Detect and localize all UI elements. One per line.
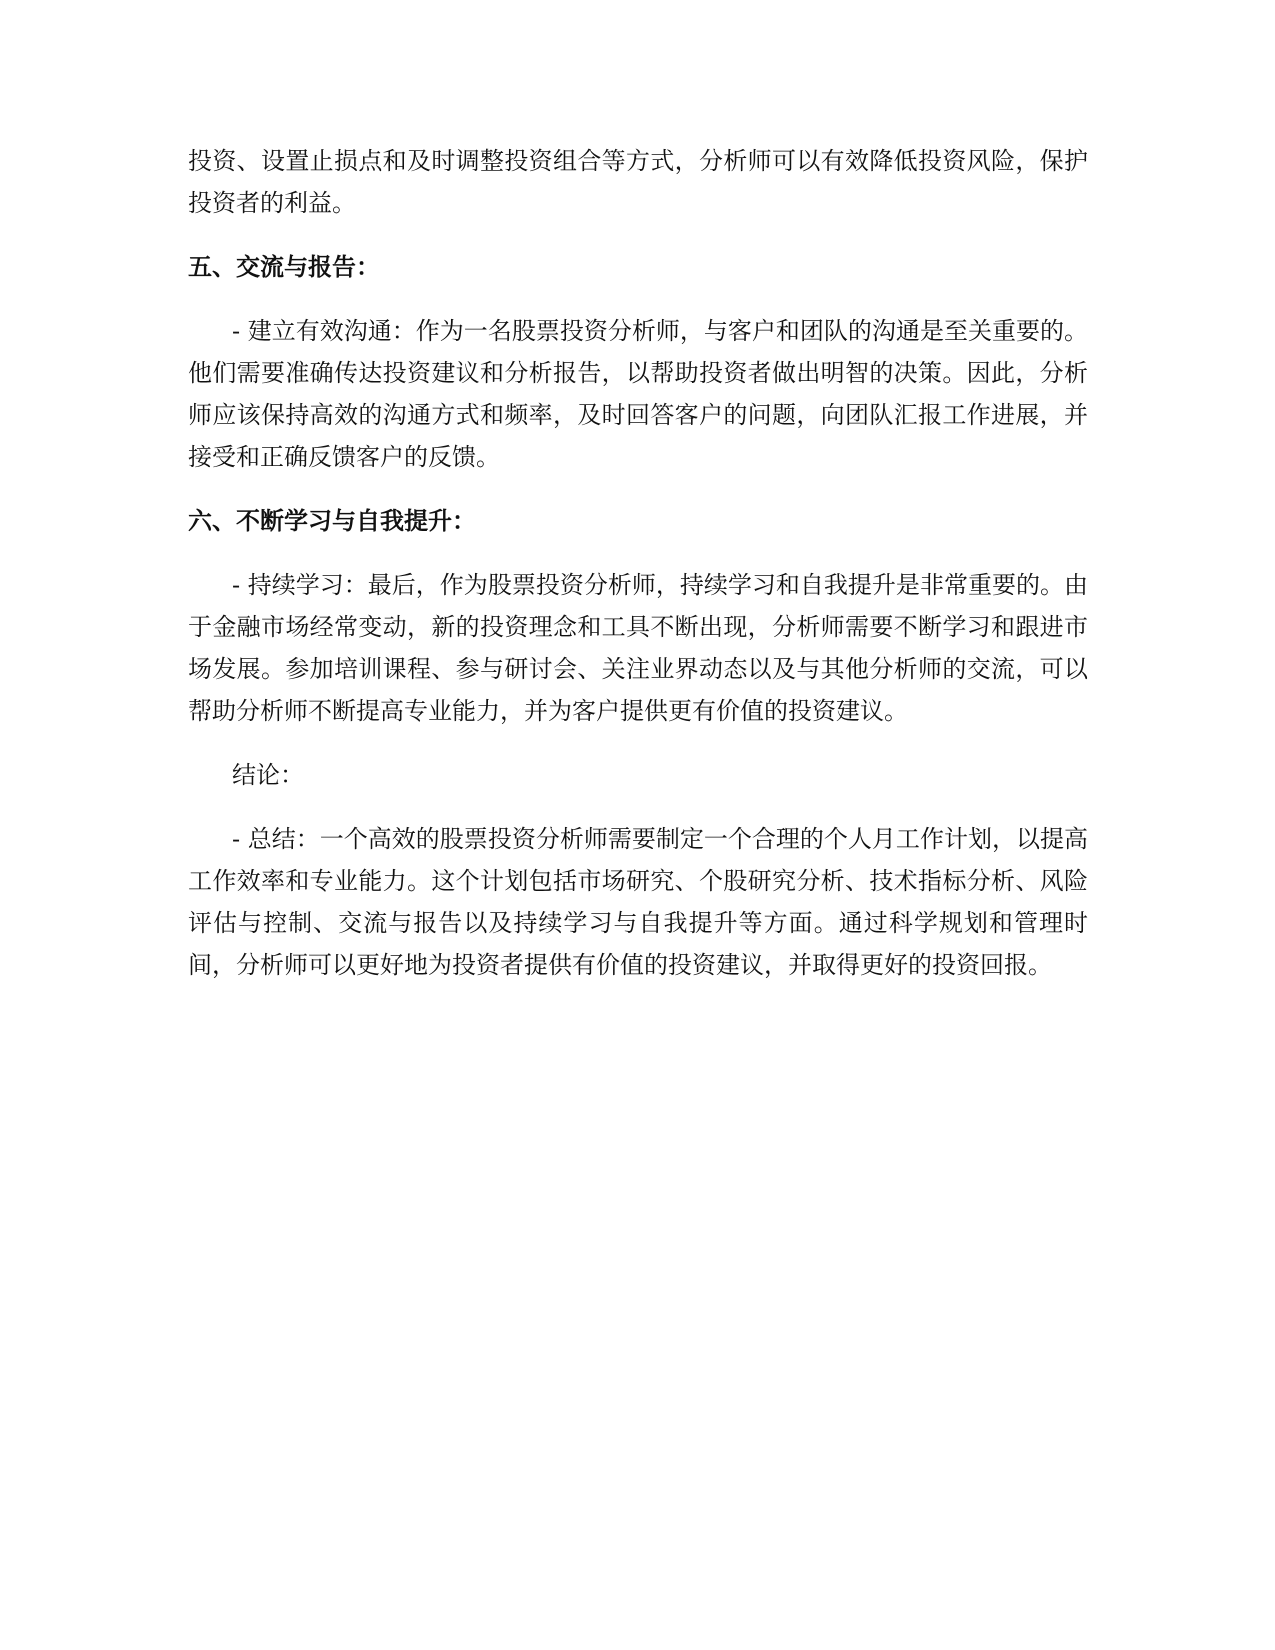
paragraph-effective-communication: - 建立有效沟通：作为一名股票投资分析师，与客户和团队的沟通是至关重要的。他们需要准确传达投资建议和分析报告，以帮助投资者做出明智的决策。因此，分析师应该保持高效的沟通方式和频率，及时回答客户的问题，向团队汇报工作进展，并接受和正确反馈客户的反馈。 [188,317,1088,471]
section-heading-communication: 五、交流与报告： [188,253,380,281]
paragraph-summary: - 总结：一个高效的股票投资分析师需要制定一个合理的个人月工作计划，以提高工作效率和专业能力。这个计划包括市场研究、个股研究分析、技术指标分析、风险评估与控制、交流与报告以及持续学习与自我提升等方面。通过科学规划和管理时间，分析师可以更好地为投资者提供有价值的投资建议，并取得更好的投资回报。 [188,825,1088,979]
section-heading-continuous-learning: 六、不断学习与自我提升： [188,507,476,535]
conclusion-label: 结论： [232,761,304,789]
document-page [188,140,1088,986]
paragraph-continuous-learning: - 持续学习：最后，作为股票投资分析师，持续学习和自我提升是非常重要的。由于金融市场经常变动，新的投资理念和工具不断出现，分析师需要不断学习和跟进市场发展。参加培训课程、参与研讨会、关注业界动态以及与其他分析师的交流，可以帮助分析师不断提高专业能力，并为客户提供更有价值的投资建议。 [188,571,1088,725]
paragraph-risk-conclusion: 投资、设置止损点和及时调整投资组合等方式，分析师可以有效降低投资风险，保护投资者的利益。 [188,147,1088,217]
